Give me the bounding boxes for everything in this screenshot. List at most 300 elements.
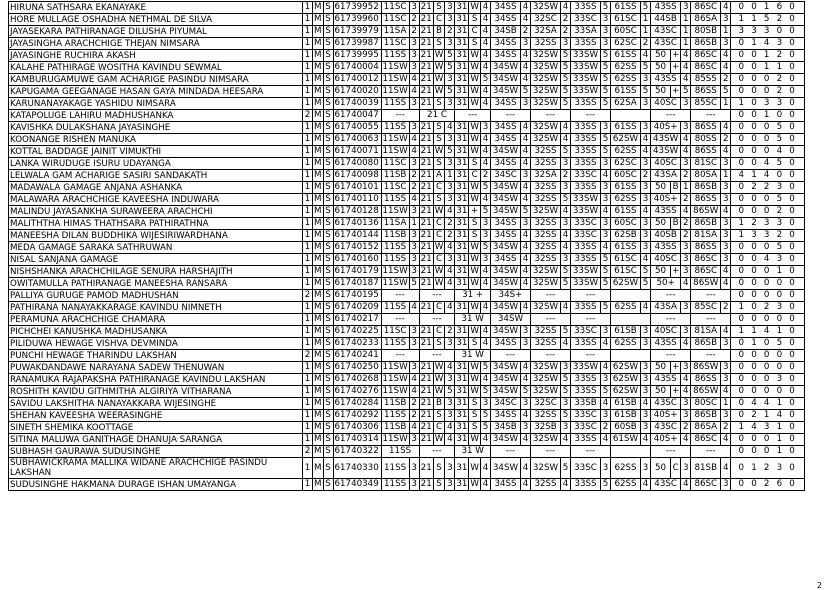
subject-result: 5 [445,50,455,62]
subject-result: 4 [520,278,530,290]
index-number: 61740187 [333,278,381,290]
subject-result: 4 [520,242,530,254]
subject-result: 5 [480,422,490,434]
subject-result: 33SW [570,206,600,218]
subject-result: 21 [420,182,432,192]
table-row [9,170,805,182]
subject-result: W [434,266,444,276]
subject-result: 5 [560,374,570,386]
gender-cell: M [314,146,322,156]
subject-result: 60SB [610,422,640,434]
subject-result: 31 [456,302,468,312]
subject-result: 11SC [381,2,409,14]
subject-result: W [470,194,479,204]
subject-result: 81SA [691,230,721,242]
subject-result: --- [381,290,419,302]
subject-result: 31 W [455,350,491,362]
subject-result: 4 [445,302,455,314]
subject-result: 11SC [381,326,409,338]
subject-result: 11SW [382,146,408,156]
gender-cell: M [314,170,322,180]
subject-result: 21 [420,146,432,156]
subject-result: 86SC [691,62,721,74]
subject-result: 1 [409,218,419,230]
gender-cell: M [314,290,322,300]
subject-result: 62SC [610,158,640,170]
subject-result: C [469,26,481,38]
subject-result: 2 [681,422,691,434]
subject-result: 5 [600,266,610,278]
subject-result: 32SW [530,206,560,218]
subject-result: 5 [600,146,610,158]
subject-result: 5 [600,2,610,14]
subject-result: 1 [640,14,650,26]
subject-result: 34SW [490,434,520,446]
gender-cell: M [314,314,322,324]
subject-result: 4 [520,2,530,14]
subject-result: 21 [420,194,432,204]
subject-result: 3 [640,410,650,422]
student-name: PICHCHEI KANUSHKA MADHUSANKA [9,326,303,338]
subject-result: 5 [600,86,610,98]
subject-result: 50 [650,62,670,74]
subject-result: 3 [560,218,570,230]
subject-result: 3 [600,14,610,26]
attempt-cell: 1 [303,146,313,158]
subject-result: 32SS [530,158,560,170]
subject-result: 3 [681,266,691,278]
grade-summary: 0 0 0 0 0 [731,362,805,374]
subject-result: 3 [640,458,650,479]
subject-result: 3 [409,254,419,266]
subject-result: 61SC [610,254,640,266]
subject-result: 33SW [570,194,600,206]
subject-result: 5 [640,62,650,74]
subject-result: 33SS [570,374,600,386]
subject-result: 62SW [610,374,640,386]
subject-result: 34SS [490,410,520,422]
gender-cell: M [314,182,322,192]
subject-result: 61SS [610,2,640,14]
subject-result: 3 [445,2,455,14]
subject-result: 50 [650,182,670,194]
subject-result: 3 [640,98,650,110]
subject-result: 3 [681,242,691,254]
subject-result: 4 [640,134,650,146]
subject-result: 2 [520,26,530,38]
attempt-cell: 1 [303,206,313,218]
subject-result: 3 [445,158,455,170]
subject-result: B [433,398,445,410]
attempt-cell: 1 [303,2,313,14]
subject-result: 4 [640,206,650,218]
table-row [9,98,805,110]
subject-result: 3 [445,374,455,386]
subject-result: 61SS [610,122,640,134]
subject-result: 11SB [381,170,409,182]
subject-result: 31 W [455,446,491,458]
subject-result: 33SC [570,410,600,422]
subject-result: 4 [445,362,455,374]
subject-result: 3 [409,2,419,14]
subject-result: 33SS [570,158,600,170]
subject-result: 31 [456,122,468,132]
subject-result: 32SW [530,98,560,110]
index-number: 61739960 [333,14,381,26]
subject-result: 4 [560,338,570,350]
subject-result: 2 [480,170,490,182]
subject-result: 5 [520,386,530,398]
subject-result: 34SW [490,362,520,374]
grade-summary: 0 0 0 2 0 [731,206,805,218]
subject-result: --- [419,350,455,362]
subject-result: 31 [456,479,468,489]
subject-result: 4 [480,374,490,386]
subject-result: 31 [456,170,468,180]
subject-result: 3 [600,458,610,479]
subject-result: 34SW [490,326,520,338]
subject-result: W [434,50,444,60]
subject-result [610,314,650,326]
index-number: 61740225 [333,326,381,338]
subject-result: 32SS [530,338,560,350]
student-name: KOONANGE RISHEN MANUKA [9,134,303,146]
subject-result: 62SC [610,38,640,50]
subject-result: 11SW [382,206,408,216]
student-name: NISAL SANJANA GAMAGE [9,254,303,266]
subject-result: 34SW [490,242,520,254]
attempt-cell: 1 [303,266,313,278]
stream-cell: S [323,362,333,374]
subject-result: 4 [520,182,530,194]
attempt-cell: 1 [303,386,313,398]
grade-summary: 1 0 2 3 0 [731,302,805,314]
subject-result: 3 [520,98,530,110]
subject-result: 62SS [610,146,640,158]
subject-result: 32SW [530,434,560,446]
subject-result: 3 [640,338,650,350]
subject-result: 33SW [570,74,600,86]
gender-cell: M [314,194,322,204]
subject-result: 34SS [490,14,520,26]
subject-result: 32SW [530,50,560,62]
student-name: LELWALA GAM ACHARIGE SASIRI SANDAKATH [9,170,303,182]
gender-cell: M [314,74,322,84]
subject-result: 3 [445,38,455,50]
grade-summary: 0 0 1 1 0 [731,62,805,74]
subject-result: 3 [721,338,731,350]
subject-result: 85SC [691,98,721,110]
subject-result: W [470,326,479,336]
subject-result: 31 [456,386,468,396]
subject-result: 43SC [650,422,680,434]
table-row [9,314,805,326]
subject-result: W [434,374,444,384]
subject-result: 31 [456,146,468,156]
subject-result: 3 [520,38,530,50]
attempt-cell: 1 [303,170,313,182]
subject-result: 61SS [610,206,640,218]
subject-result: 43SS [650,242,680,254]
subject-result: 4 [600,206,610,218]
subject-result: 5 [480,206,490,218]
subject-result: 3 [445,254,455,266]
subject-result: 3 [409,98,419,110]
subject-result: 21 [420,338,432,348]
subject-result: 4 [600,170,610,182]
subject-result: 11SW [382,74,408,84]
subject-result: 86SB [691,218,721,230]
subject-result: 34SW [490,386,520,398]
table-row [9,242,805,254]
subject-result: 21 [420,302,432,312]
subject-result: W [434,74,444,84]
subject-result: 2 [445,230,455,242]
subject-result: 4 [480,434,490,446]
attempt-cell: 1 [303,86,313,98]
subject-result: 21 [420,98,432,108]
attempt-cell: 2 [303,446,313,458]
subject-result: 4 [640,302,650,314]
subject-result: 3 [560,398,570,410]
subject-result: 4 [681,146,691,158]
subject-result: 3 [409,338,419,350]
table-row [9,26,805,38]
grade-summary: 0 0 0 2 0 [731,86,805,98]
subject-result: S [433,122,445,134]
subject-result: 4 [640,479,650,491]
student-name: MALINDU JAYASANKHA SURAWEERA ARACHCHI [9,206,303,218]
subject-result: 34SW [490,146,520,158]
subject-result: 81SA [691,326,721,338]
stream-cell: S [323,434,333,446]
gender-cell: M [314,479,322,489]
subject-result: 4 [600,242,610,254]
subject-result: 3 [409,62,419,74]
stream-cell: S [323,134,333,146]
subject-result: S [433,194,445,206]
subject-result: 34SW [490,314,530,326]
table-row [9,266,805,278]
subject-result: 4 [681,74,691,86]
subject-result: 34SB [490,422,520,434]
stream-cell: S [323,50,333,62]
subject-result: 4 [445,266,455,278]
subject-result: 11SW [382,362,408,372]
subject-result: S [433,338,445,350]
subject-result: 5 [600,254,610,266]
subject-result: --- [530,314,570,326]
subject-result: 32SC [530,398,560,410]
stream-cell: S [323,350,333,362]
subject-result: 11SS [381,50,409,62]
subject-result: 62SW [610,278,640,290]
subject-result: 3 [681,458,691,479]
student-name: KAVISHKA DULAKSHANA JAYASINGHE [9,122,303,134]
subject-result: 5 [480,362,490,374]
subject-result: 4 [721,122,731,134]
subject-result: 62SS [610,458,640,479]
subject-result: 3 [640,374,650,386]
subject-result: 31 [456,230,468,240]
subject-result: 33SW [570,50,600,62]
subject-result: 4 [480,146,490,158]
gender-cell: M [314,2,322,12]
subject-result: 34SS [490,134,520,146]
subject-result: W [434,362,444,372]
subject-result: 31 [456,74,468,84]
subject-result: 21 [419,458,433,479]
subject-result: 21 [420,254,432,264]
attempt-cell: 1 [303,230,313,242]
subject-result: 3 [721,38,731,50]
subject-result: 80SA [691,170,721,182]
gender-cell: M [314,134,322,144]
subject-result: 21 [420,278,432,288]
subject-result: 3 [600,230,610,242]
subject-result: 3 [480,254,490,266]
subject-result: 40S+ [650,434,680,446]
subject-result: 32SS [530,230,560,242]
subject-result: 33SS [570,122,600,134]
subject-result: 3 [409,326,419,338]
grade-summary: 0 0 0 0 0 [731,290,805,302]
gender-cell: M [314,338,322,348]
subject-result: 32SW [530,374,560,386]
subject-result: 4 [480,26,490,38]
subject-result: 4 [721,278,731,290]
subject-result: 40S+ [650,122,680,134]
student-name: HIRUNA SATHSARA EKANAYAKE [9,2,303,14]
subject-result: 21 [420,38,432,48]
student-name: ROSHITH KAVIDU GITHMITHA ALGIRIYA VITHARANA [9,386,303,398]
table-row [9,350,805,362]
subject-result: --- [381,110,419,122]
subject-result: 4 [480,134,490,146]
table-row [9,290,805,302]
subject-result: --- [570,290,610,302]
student-name: NISHSHANKA ARACHCHILAGE SENURA HARSHAJITH [9,266,303,278]
subject-result: 33SC [570,170,600,182]
subject-result: 3 [445,458,455,479]
subject-result: 5 [560,146,570,158]
subject-result: 31 [456,254,468,264]
grade-summary: 0 0 0 2 0 [731,74,805,86]
student-name: MEDA GAMAGE SARAKA SATHRUWAN [9,242,303,254]
subject-result: 11SS [381,410,409,422]
subject-result: 5 [480,242,490,254]
subject-result: 4 [721,458,731,479]
subject-result: 3 [721,194,731,206]
stream-cell: S [323,194,333,206]
subject-result: 31 [456,38,468,48]
subject-result: 32SW [530,362,560,374]
subject-result: 4 [520,266,530,278]
table-row [9,38,805,50]
student-name: SHEHAN KAVEESHA WEERASINGHE [9,410,303,422]
subject-result: 2 [600,422,610,434]
subject-result: 2 [681,230,691,242]
subject-result: 31 [456,398,468,408]
subject-result: 4 [681,50,691,62]
subject-result: 3 [480,398,490,410]
subject-result: 21 [420,218,432,228]
subject-result: 50 [650,266,670,278]
subject-result: 3 [409,206,419,218]
subject-result: 21 [420,134,432,144]
subject-result: 3 [640,122,650,134]
subject-result: 32SW [530,302,560,314]
student-name: PUNCHI HEWAGE THARINDU LAKSHAN [9,350,303,362]
subject-result: 4 [520,122,530,134]
table-row [9,398,805,410]
subject-result: --- [490,350,530,362]
subject-result: 34SS [490,98,520,110]
subject-result: 4 [681,338,691,350]
table-row [9,434,805,446]
subject-result: 11SW [382,434,408,444]
subject-result: 43SS [650,338,680,350]
subject-result: 62SB [610,230,640,242]
grade-summary: 1 3 3 2 0 [731,230,805,242]
subject-result: 34SW [490,278,520,290]
subject-result: 5 [600,50,610,62]
attempt-cell: 1 [303,26,313,38]
subject-result: 3 [640,194,650,206]
grade-summary: 0 2 2 3 0 [731,182,805,194]
subject-result: S [433,2,445,14]
subject-result: 5 [640,86,650,98]
index-number: 61740160 [333,254,381,266]
subject-result: 11SS [381,458,409,479]
index-number: 61740330 [333,458,381,479]
subject-result: 31 [456,338,468,348]
subject-result: 21 [420,122,432,132]
subject-result: 3 [560,158,570,170]
index-number: 61740195 [333,290,381,302]
student-name: SUBHASH GAURAWA SUDUSINGHE [9,446,303,458]
table-row [9,218,805,230]
subject-result: 62SW [610,362,640,374]
subject-result: 5 [560,386,570,398]
subject-result: 33SS [570,2,600,14]
subject-result: 86SA [691,422,721,434]
subject-result: S [469,398,481,410]
subject-result: 4 [640,434,650,446]
attempt-cell: 1 [303,314,313,326]
subject-result: --- [419,290,455,302]
subject-result: 3 [560,362,570,374]
gender-cell: M [314,302,322,312]
subject-result: 4 [480,458,490,479]
subject-result: 86SS [691,374,721,386]
subject-result: 21 [420,398,432,408]
subject-result: B [670,182,680,194]
subject-result: S [433,479,445,491]
subject-result: 2 [560,170,570,182]
subject-result: 2 [721,74,731,86]
attempt-cell: 1 [303,398,313,410]
subject-result: W [470,278,479,288]
subject-result: 5 [520,206,530,218]
subject-result: 4 [480,14,490,26]
subject-result: 2 [681,170,691,182]
subject-result: 3 [480,218,490,230]
subject-result: 34SW [490,74,520,86]
index-number: 61739979 [333,26,381,38]
subject-result: 1 [721,170,731,182]
stream-cell: S [323,278,333,290]
